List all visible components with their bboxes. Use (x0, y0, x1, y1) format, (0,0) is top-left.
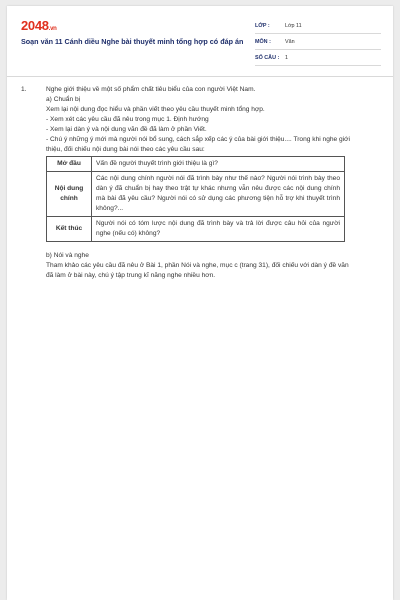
question-intro: Nghe giới thiệu về một số phẩm chất tiêu biểu của con người Việt Nam. (46, 86, 256, 93)
part-b-title: b) Nói và nghe (46, 252, 89, 259)
document-title: Soạn văn 11 Cánh diều Nghe bài thuyết minh tổng hợp có đáp án (21, 37, 244, 46)
part-a-title: a) Chuẩn bị (46, 96, 81, 103)
table-row (47, 172, 345, 217)
meta-row-subject: MÔN : Văn (255, 34, 381, 50)
question-1 (21, 85, 357, 281)
table-row (47, 157, 345, 172)
document-header (7, 6, 393, 76)
row-heading: Mở đầu (47, 157, 92, 172)
part-a-line: - Xem lại dàn ý và nội dung văn đề đã làm ở phần Viết. (46, 126, 207, 133)
question-body (46, 85, 357, 281)
part-a-line: - Xem xét các yêu cầu đã nêu trong mục 1. Định hướng (46, 116, 209, 123)
header-divider (7, 76, 393, 77)
row-content: Vấn đề người thuyết trình giới thiệu là gì? (92, 157, 345, 172)
site-logo[interactable]: 2048.vn (21, 18, 57, 33)
row-content: Người nói có tóm lược nội dung đã trình bày và trả lời được câu hỏi của người nghe (nếu có) không? (92, 217, 345, 242)
row-heading: Nội dung chính (47, 172, 92, 217)
meta-info (255, 18, 381, 66)
row-heading: Kết thúc (47, 217, 92, 242)
row-content: Các nội dung chính người nói đã trình bày như thế nào? Người nói trình bày theo dàn ý đã chuẩn bị hay theo trật tự khác nhưng vẫn nêu được các nội dung chính mà bài đã yêu cầu? Người nói có sử dụng các phương tiện hỗ trợ khi thuyết trình không?... (92, 172, 345, 217)
question-number: 1. (21, 86, 27, 93)
document-page (7, 6, 393, 600)
meta-row-question-count: SỐ CÂU : 1 (255, 50, 381, 66)
table-row (47, 217, 345, 242)
criteria-table (46, 156, 345, 242)
document-content (21, 85, 357, 281)
part-a-line: - Chú ý những ý mới mà người nói bổ sung, cách sắp xếp các ý của bài giới thiệu.... Trong khi nghe giới thiệu, đối chiếu nội dung bài nói theo các yêu cầu sau: (46, 136, 350, 153)
part-a-line: Xem lại nội dung đọc hiểu và phần viết theo yêu cầu thuyết minh tổng hợp. (46, 106, 265, 113)
part-b-text: Tham khảo các yêu cầu đã nêu ở Bài 1, phần Nói và nghe, mục c (trang 31), đối chiếu với dàn ý đề văn đã làm ở bài này, chú ý tập trung kĩ năng nghe nhiều hơn. (46, 262, 349, 279)
meta-row-class: LỚP : Lớp 11 (255, 18, 381, 34)
